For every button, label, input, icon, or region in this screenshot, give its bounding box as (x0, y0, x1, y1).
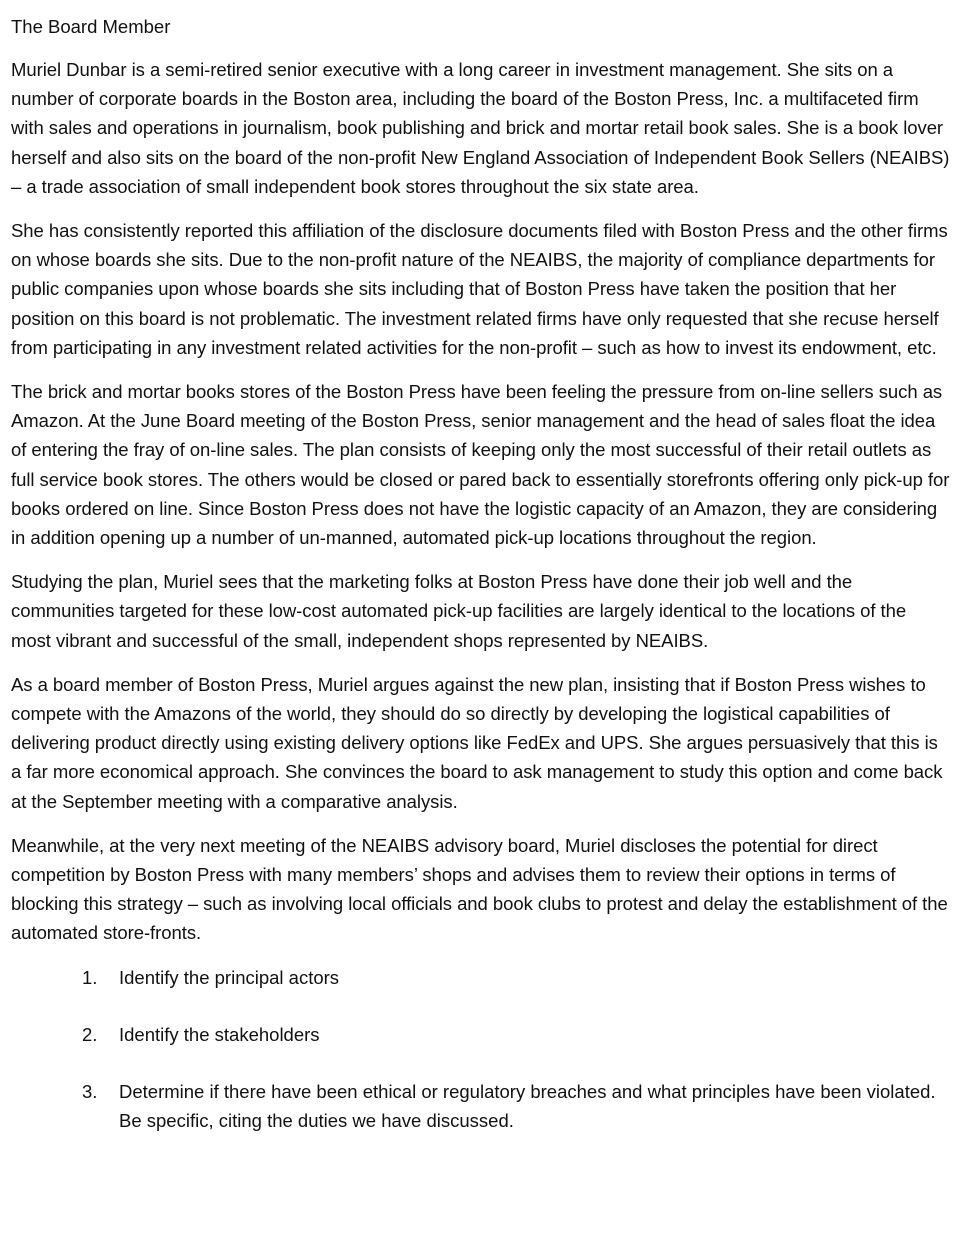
paragraph-board-argument: As a board member of Boston Press, Muriel argues against the new plan, insisting that if Boston Press wishes to compete with the Amazons of the world, they should do so directly by developing the logistical capabilities of delivering product directly using existing delivery options like FedEx and UPS. She argues persuasively that this is a far more economical approach. She convinces the board to ask management to study this option and come back at the September meeting with a comparative analysis. (11, 673, 943, 812)
paragraph-plan-study: Studying the plan, Muriel sees that the marketing folks at Boston Press have done their job well and the communities targeted for these low-cost automated pick-up facilities are largely identical to the locations of the most vibrant and successful of the small, independent shops represented by NEAIBS. (11, 571, 907, 651)
paragraph-neaibs-meeting: Meanwhile, at the very next meeting of the NEAIBS advisory board, Muriel discloses the potential for direct competition by Boston Press with many members’ shops and advises them to review their options in terms of blocking this strategy – such as involving local officials and book clubs to protest and delay the establishment of the automated store-fronts. (11, 834, 948, 944)
paragraph-online-sales-plan: The brick and mortar books stores of the Boston Press have been feeling the pressure from on-line sellers such as Amazon. At the June Board meeting of the Boston Press, senior management and the head of sales float the idea of entering the fray of on-line sales. The plan consists of keeping only the most successful of their retail outlets as full service book stores. The others would be closed or pared back to essentially storefronts offering only pick-up for books ordered on line. Since Boston Press does not have the logistic capacity of an Amazon, they are considering in addition opening up a number of un-manned, automated pick-up locations throughout the region. (11, 381, 950, 549)
question-text: Determine if there have been ethical or regulatory breaches and what principles have been violated. Be specific, citing the duties we have discussed. (119, 1081, 936, 1132)
question-number: 3. (82, 1081, 98, 1103)
question-number: 2. (82, 1023, 98, 1045)
question-list (11, 963, 950, 1136)
question-item-3 (11, 1077, 950, 1135)
question-text: Identify the stakeholders (119, 1023, 320, 1045)
question-number: 1. (82, 966, 98, 988)
paragraph-board-member-intro: Muriel Dunbar is a semi-retired senior executive with a long career in investment management. She sits on a number of corporate boards in the Boston area, including the board of the Boston Press, Inc. a multifaceted firm with sales and operations in journalism, book publishing and brick and mortar retail book sales. She is a book lover herself and also sits on the board of the non-profit New England Association of Independent Book Sellers (NEAIBS) – a trade association of small independent book stores throughout the six state area. (11, 59, 950, 197)
question-item-2 (11, 1020, 950, 1049)
paragraph-disclosure: She has consistently reported this affiliation of the disclosure documents filed with Boston Press and the other firms on whose boards she sits. Due to the non-profit nature of the NEAIBS, the majority of compliance departments for public companies upon whose boards she sits including that of Boston Press have taken the position that her position on this board is not problematic. The investment related firms have only requested that she recuse herself from participating in any investment related activities for the non-profit – such as how to invest its endowment, etc. (11, 220, 948, 358)
document-title: The Board Member (11, 16, 171, 37)
question-text: Identify the principal actors (119, 966, 340, 988)
question-item-1 (11, 963, 950, 992)
